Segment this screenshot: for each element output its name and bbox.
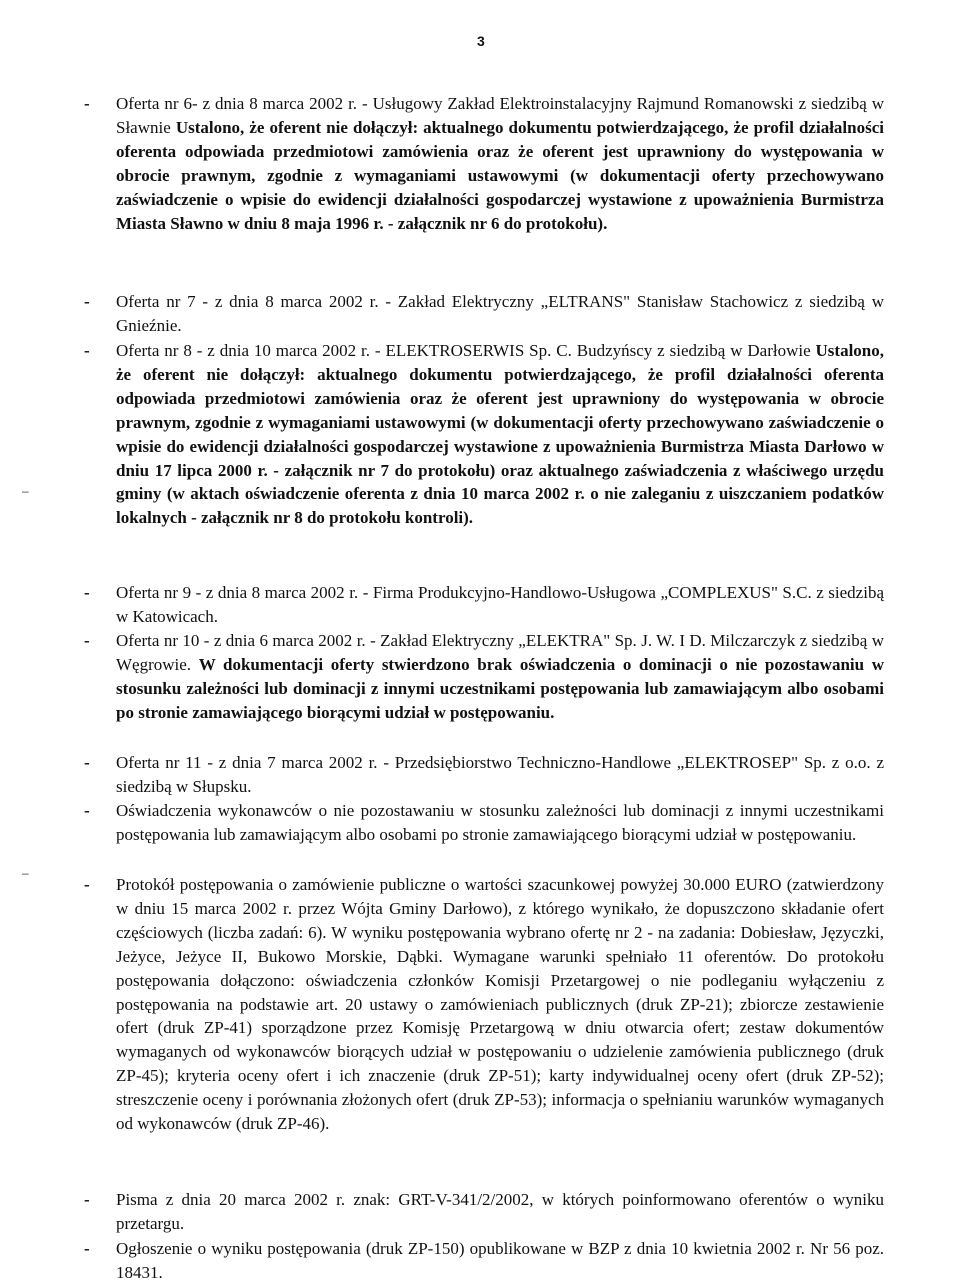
list-dash: -	[84, 1239, 90, 1258]
list-item	[84, 1188, 884, 1236]
list-item-text	[116, 629, 884, 725]
list-dash: -	[84, 753, 90, 772]
entry-bold-text: Ustalono, że oferent nie dołączył: aktualnego dokumentu potwierdzającego, że profil działalności oferenta odpowiada przedmiotowi zamówienia oraz że oferent jest uprawniony do występowania w obrocie prawnym, zgodnie z wymaganiami ustawowymi (w dokumentacji oferty przechowywano zaświadczenie o wpisie do ewidencji działalności gospodarczej wystawione z upoważnienia Burmistrza Miasta Sławno w dniu 8 maja 1996 r. - załącznik nr 6 do protokołu).	[116, 117, 884, 233]
list-dash: -	[84, 341, 90, 360]
entry-text: Oświadczenia wykonawców o nie pozostawaniu w stosunku zależności lub dominacji z innymi uczestnikami postępowania lub zamawiającym albo osobami po stronie zamawiającego biorącymi udział w postępowaniu.	[116, 801, 884, 844]
list-dash: -	[84, 292, 90, 311]
entry-text: Oferta nr 10 - z dnia 6 marca 2002 r. - Zakład Elektryczny „ELEKTRA" Sp. J. W. I D. Milczarczyk z siedzibą w Węgrowie.	[116, 631, 884, 674]
list-dash: -	[84, 631, 90, 650]
margin-mark: ‒	[22, 866, 29, 880]
list-item-text	[116, 92, 884, 235]
list-dash: -	[84, 94, 90, 113]
list-item	[84, 799, 884, 847]
entry-text: Oferta nr 6- z dnia 8 marca 2002 r. - Usługowy Zakład Elektroinstalacyjny Rajmund Romanowski z siedzibą w Sławnie	[116, 94, 884, 137]
list-dash: -	[84, 1190, 90, 1209]
list-item	[84, 339, 884, 530]
entry-bold-text: W dokumentacji oferty stwierdzono brak oświadczenia o dominacji o nie pozostawaniu w stosunku zależności lub dominacji z innymi uczestnikami postępowania lub zamawiającym albo osobami po stronie zamawiającego biorącymi udział w postępowaniu.	[116, 654, 884, 722]
margin-mark: ‒	[22, 484, 29, 498]
list-item-text	[116, 799, 884, 847]
list-item-text	[116, 751, 884, 799]
list-dash: -	[84, 583, 90, 602]
list-item-text	[116, 339, 884, 530]
list-item-text	[116, 1237, 884, 1285]
list-item	[84, 290, 884, 338]
list-item-text	[116, 873, 884, 1136]
list-item-text	[116, 290, 884, 338]
list-item	[84, 629, 884, 725]
page-number: 3	[477, 33, 485, 49]
list-item	[84, 581, 884, 629]
entry-text: Oferta nr 9 - z dnia 8 marca 2002 r. - Firma Produkcyjno-Handlowo-Usługowa „COMPLEXUS" S.C. z siedzibą w Katowicach.	[116, 583, 884, 626]
list-item	[84, 873, 884, 1136]
list-item	[84, 92, 884, 235]
entry-text: Protokół postępowania o zamówienie publiczne o wartości szacunkowej powyżej 30.000 EURO (zatwierdzony w dniu 15 marca 2002 r. przez Wójta Gminy Darłowo), z którego wynikało, że dopuszczono składanie ofert częściowych (liczba zadań: 6). W wyniku postępowania wybrano ofertę nr 2 - na zadania: Dobiesław, Języczki, Jeżyce, Jeżyce II, Bukowo Morskie, Dąbki. Wymagane warunki spełniało 11 oferentów. Do protokołu postępowania dołączono: oświadczenia członków Komisji Przetargowej o nie podleganiu wyłączeniu z postępowania na podstawie art. 20 ustawy o zamówieniach publicznych (druk ZP-21); zbiorcze zestawienie ofert (druk ZP-41) sporządzone przez Komisję Przetargową w dniu otwarcia ofert; zestaw dokumentów wymaganych od wykonawców biorących udział w postępowaniu o udzielenie zamówienia publicznego (druk ZP-45); kryteria oceny ofert i ich znaczenie (druk ZP-51); karty indywidualnej oceny ofert (druk ZP-52); streszczenie oceny i porównania złożonych ofert (druk ZP-53); informacja o spełnianiu warunków wymaganych od wykonawców (druk ZP-46).	[116, 875, 884, 1134]
entry-text: Oferta nr 7 - z dnia 8 marca 2002 r. - Zakład Elektryczny „ELTRANS" Stanisław Stachowicz z siedzibą w Gnieźnie.	[116, 292, 884, 335]
entry-bold-text: Ustalono, że oferent nie dołączył: aktualnego dokumentu potwierdzającego, że profil działalności oferenta odpowiada przedmiotowi zamówienia oraz że oferent jest uprawniony do występowania w obrocie prawnym, zgodnie z wymaganiami ustawowymi (w dokumentacji oferty przechowywano zaświadczenie o wpisie do ewidencji działalności gospodarczej wystawione z upoważnienia Burmistrza Miasta Darłowo w dniu 17 lipca 2000 r. - załącznik nr 7 do protokołu) oraz aktualnego zaświadczenia z właściwego urzędu gminy (w aktach oświadczenie oferenta z dnia 10 marca 2002 r. o nie zaleganiu z uiszczaniem podatków lokalnych - załącznik nr 8 do protokołu kontroli).	[116, 341, 884, 528]
list-dash: -	[84, 801, 90, 820]
entry-text: Pisma z dnia 20 marca 2002 r. znak: GRT-V-341/2/2002, w których poinformowano oferentów o wyniku przetargu.	[116, 1190, 884, 1233]
entry-text: Ogłoszenie o wyniku postępowania (druk ZP-150) opublikowane w BZP z dnia 10 kwietnia 2002 r. Nr 56 poz. 18431.	[116, 1239, 884, 1282]
list-item	[84, 1237, 884, 1285]
list-item-text	[116, 1188, 884, 1236]
list-item	[84, 751, 884, 799]
entry-text: Oferta nr 8 - z dnia 10 marca 2002 r. - ELEKTROSERWIS Sp. C. Budzyńscy z siedzibą w Darłowie	[116, 341, 816, 360]
list-item-text	[116, 581, 884, 629]
entry-text: Oferta nr 11 - z dnia 7 marca 2002 r. - Przedsiębiorstwo Techniczno-Handlowe „ELEKTROSEP" Sp. z o.o. z siedzibą w Słupsku.	[116, 753, 884, 796]
list-dash: -	[84, 875, 90, 894]
